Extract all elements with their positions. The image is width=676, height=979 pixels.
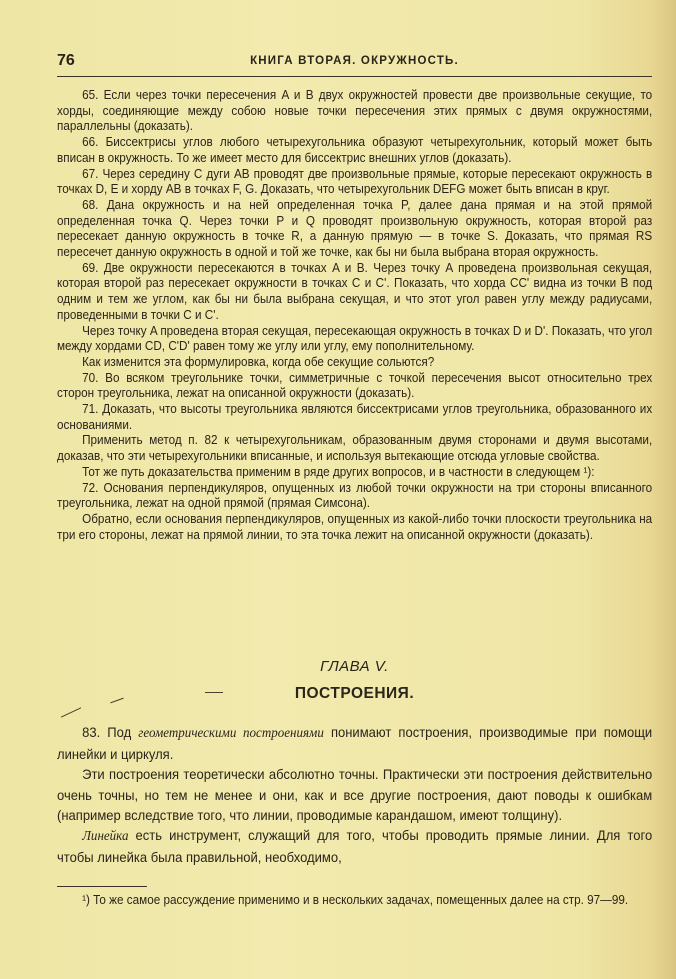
- paragraph-70: 70. Во всяком треугольнике точки, симметричные с точкой пересечения высот относительно трех сторон треугольника, лежат на описанной окружности (доказать).: [57, 370, 653, 401]
- paragraph-68: 68. Дана окружность и на ней определенная точка P, далее дана прямая и на этой прямой определенная точка Q. Через точки P и Q проводят произвольную окружность, которая второй раз пересекает данную окружность в точке R, а данную прямую — в точке S. Доказать, что прямая RS пересечет данную окружность в одной и той же точке, как бы ни была выбрана вторая окружность.: [57, 197, 653, 260]
- footnote-text: ¹) То же самое рассуждение применимо и в нескольких задачах, помещенных далее на стр. 97—99.: [82, 893, 629, 907]
- paragraph-69: 69. Две окружности пересекаются в точках A и B. Через точку A проведена произвольная секущая, которая второй раз пересекает окружности в точках C и C'. Показать, что хорда CC' видна из точки B под одним и тем же углом, как бы ни была выбрана секущая, и что этот угол равен углу между радиусами, проведенными в точки C и C'.: [57, 260, 653, 322]
- paragraph-transition: Тот же путь доказательства применим в ряде других вопросов, и в частности в следующем ¹):: [82, 464, 595, 479]
- problems-text: [57, 88, 652, 543]
- chapter-title: ПОСТРОЕНИЯ.: [294, 685, 415, 702]
- paragraph-83: 83. Под геометрическими построениями понимают построения, производимые при помощи линейки и циркуля.: [57, 724, 653, 763]
- chapter-label: ГЛАВА V.: [320, 658, 389, 675]
- paragraph-69-question: Как изменится эта формулировка, когда обе секущие сольются?: [82, 354, 435, 369]
- paragraph-67: 67. Через середину C дуги AB проводят две произвольные прямые, которые пересекают окружность в точках D, E и хорду AB в точках F, G. Доказать, что четырехугольник DEFG может быть вписан в круг.: [57, 166, 653, 197]
- term-geometric-constructions: геометрическими построениями: [138, 726, 324, 741]
- paragraph-71-hint: Применить метод п. 82 к четырехугольникам, образованным двумя сторонами и двумя высотами, доказав, что эти четырехугольники вписанные, и используя вытекающие отсюда угловые свойства.: [57, 433, 653, 464]
- paragraph-72-converse: Обратно, если основания перпендикуляров, опущенных из какой-либо точки плоскости треугольника на три его стороны, лежат на прямой линии, то эта точка лежит на описанной окружности (доказать).: [57, 511, 653, 542]
- term-ruler: Линейка: [82, 829, 129, 845]
- section-text: [57, 722, 652, 867]
- pencil-mark: [205, 692, 223, 693]
- paragraph-66: 66. Биссектрисы углов любого четырехугольника образуют четырехугольник, который может быть вписан в окружность. То же имеет место для биссектрис внешних углов (доказать).: [57, 135, 653, 165]
- running-title: КНИГА ВТОРАЯ. ОКРУЖНОСТЬ.: [250, 55, 459, 67]
- page-header: [57, 52, 652, 72]
- page-number: 76: [57, 52, 75, 69]
- paragraph-65: 65. Если через точки пересечения A и B двух окружностей провести две произвольные секущие, то хорды, соединяющие между собою новые точки пересечения этих прямых с двумя окружностями, параллельны (доказать).: [57, 88, 653, 134]
- pencil-mark: [61, 707, 81, 717]
- footnote: [57, 893, 652, 909]
- footnote-rule: [57, 886, 147, 887]
- header-rule: [57, 76, 652, 77]
- paragraph-71: 71. Доказать, что высоты треугольника являются биссектрисами углов треугольника, образованного их основаниями.: [57, 402, 653, 432]
- paragraph-accuracy: Эти построения теоретически абсолютно точны. Практически эти построения действительно очень точны, но тем не менее и они, как и все другие построения, дают поводы к ошибкам (например вследствие того, что линии, проводимые карандашом, имеют толщину).: [57, 766, 653, 823]
- paragraph-72: 72. Основания перпендикуляров, опущенных из любой точки окружности на три стороны вписанного треугольника, лежат на одной прямой (прямая Симсона).: [57, 480, 653, 511]
- paragraph-ruler: Линейка есть инструмент, служащий для того, чтобы проводить прямые линии. Для того чтобы линейка была правильной, необходимо,: [57, 827, 653, 866]
- paragraph-69-cont: Через точку A проведена вторая секущая, пересекающая окружность в точках D и D'. Показать, что угол между хордами CD, C'D' равен тому же углу или углу, ему пополнительному.: [57, 323, 653, 354]
